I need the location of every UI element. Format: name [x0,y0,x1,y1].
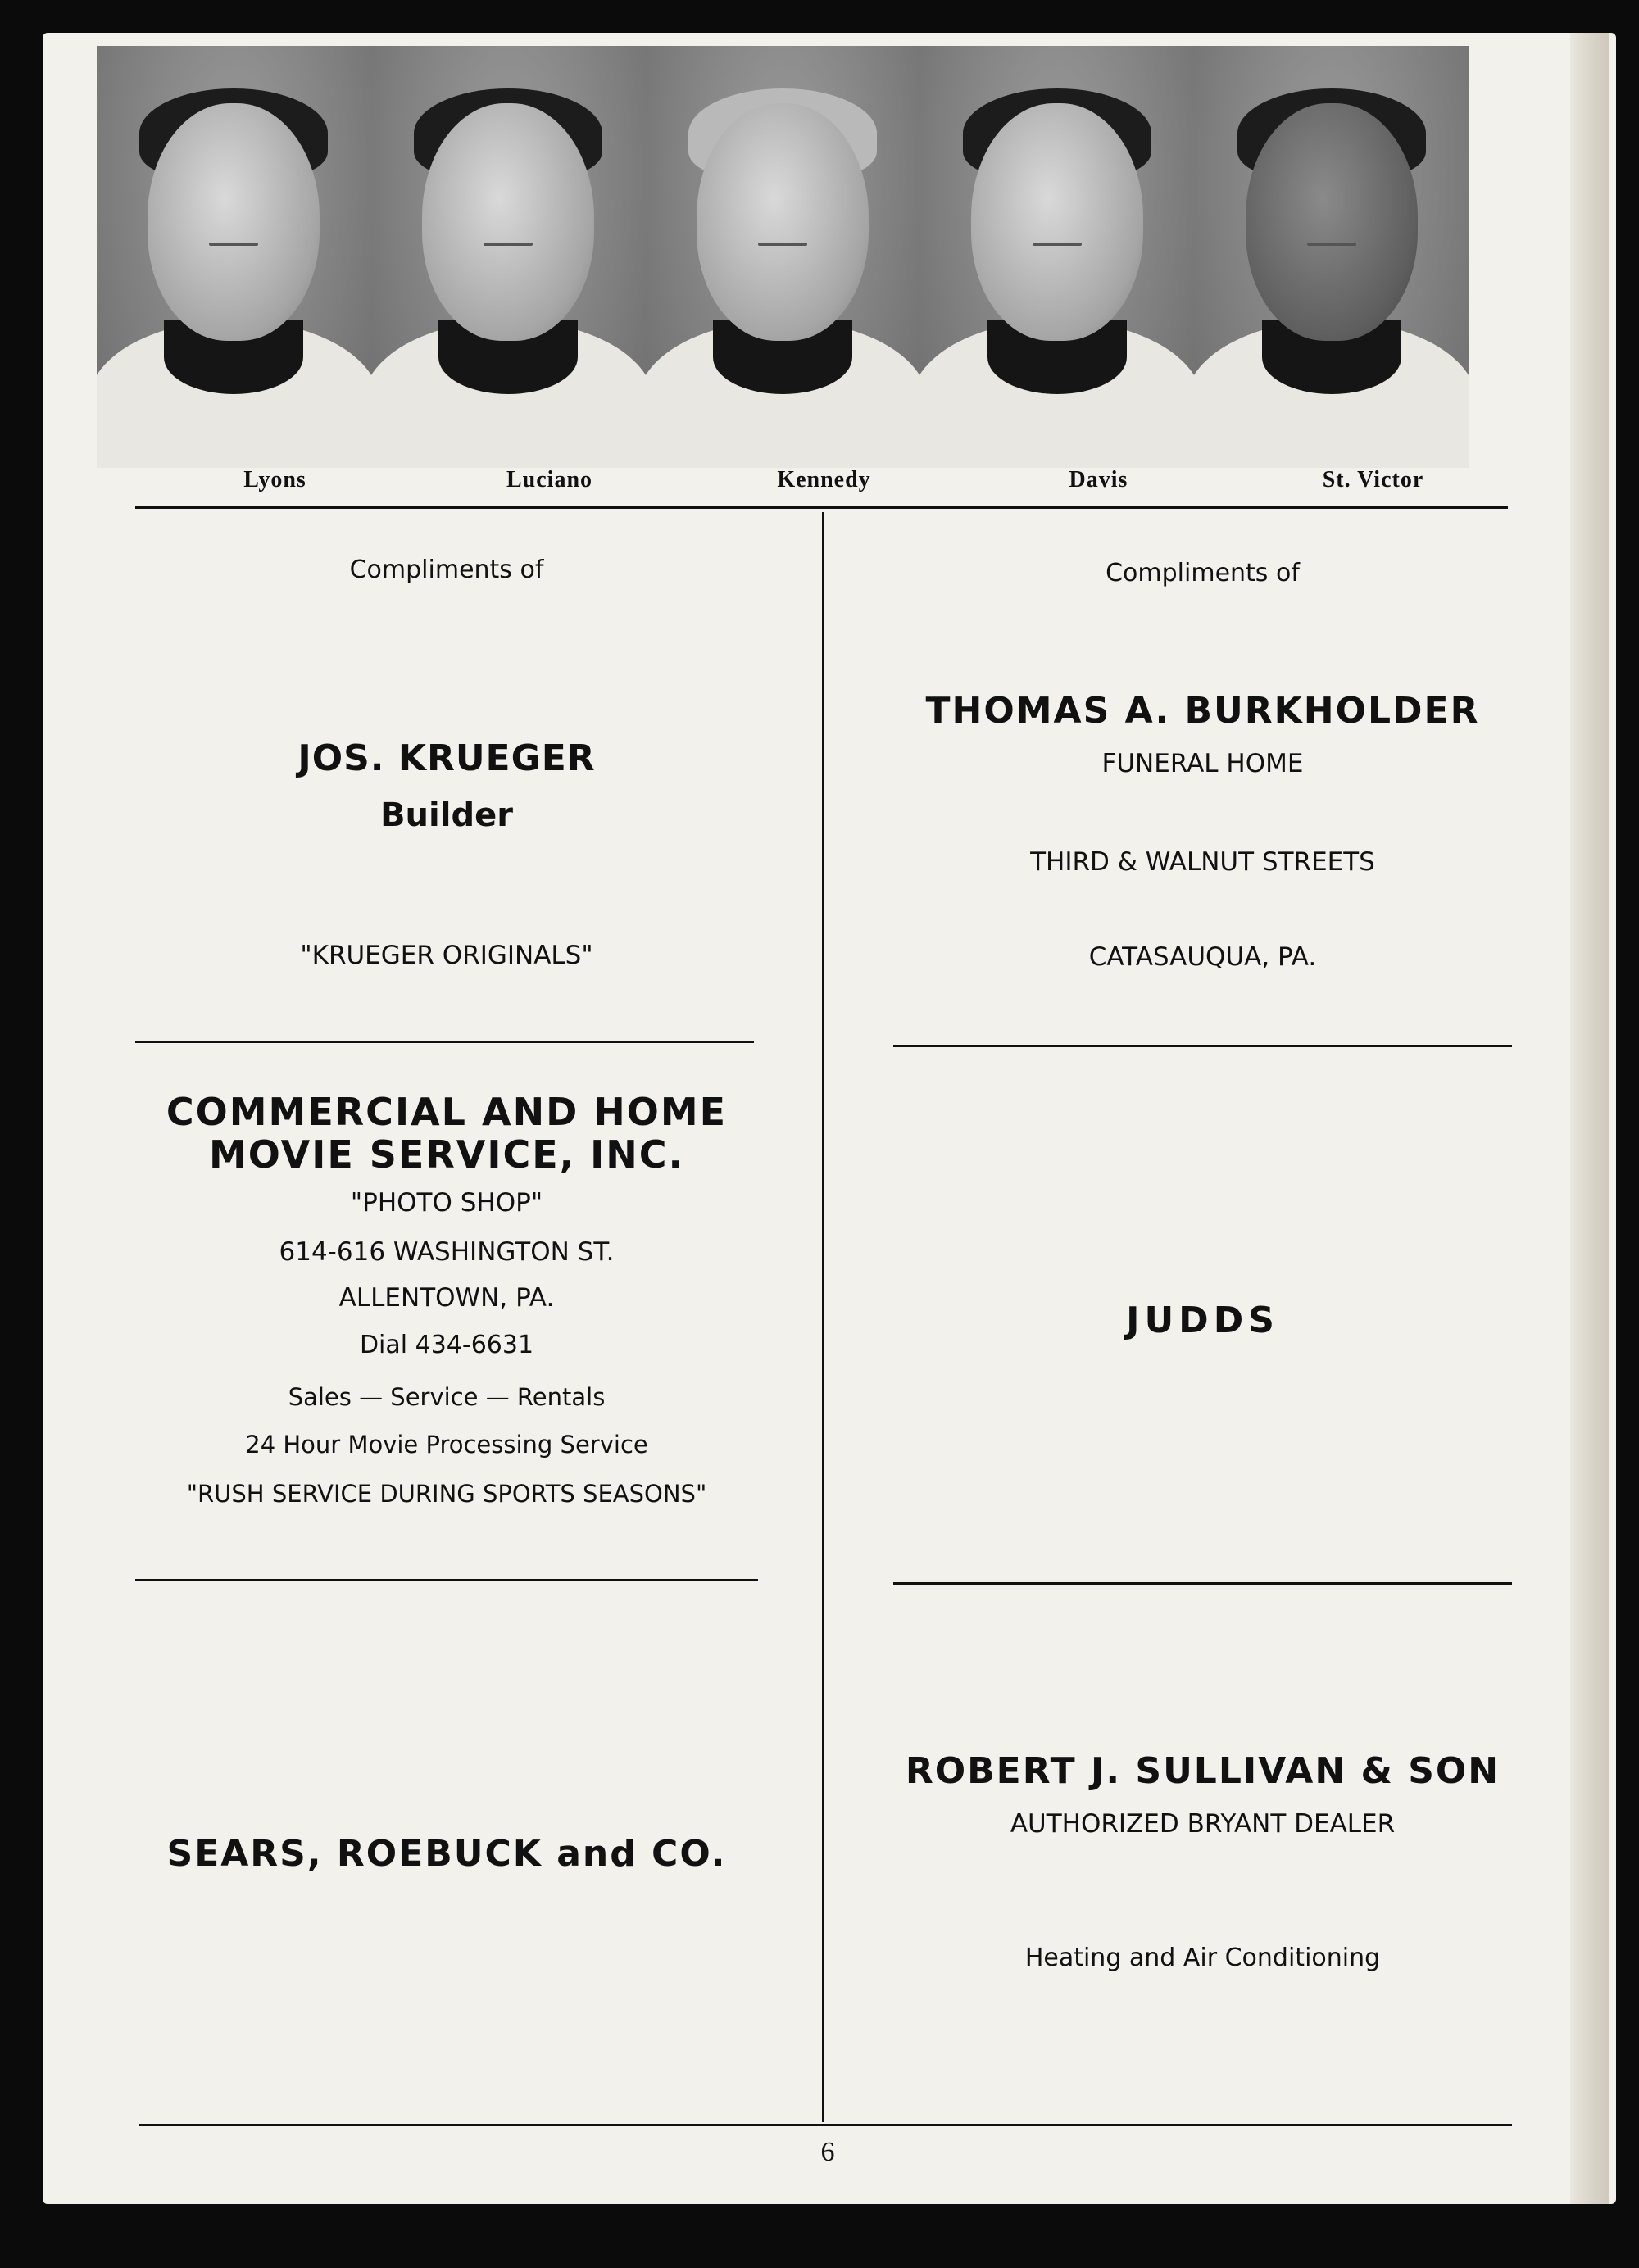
left-divider-1 [135,1041,754,1043]
ad-commercial-address: 614-616 WASHINGTON ST. [279,1237,615,1267]
ad-commercial-processing: 24 Hour Movie Processing Service [245,1431,648,1458]
ad-commercial-rush: "RUSH SERVICE DURING SPORTS SEASONS" [186,1480,707,1508]
player-caption-luciano: Luciano [506,467,593,492]
player-caption-kennedy: Kennedy [777,467,871,492]
top-rule [135,506,1508,509]
ad-sullivan-subtitle: AUTHORIZED BRYANT DEALER [1010,1809,1396,1839]
player-caption-lyons: Lyons [243,467,306,492]
ad-commercial-city: ALLENTOWN, PA. [338,1283,555,1313]
ad-krueger-intro: Compliments of [349,556,544,584]
ad-krueger-role: Builder [380,796,513,834]
ad-burkholder-intro: Compliments of [1106,559,1300,587]
right-divider-2 [893,1582,1512,1585]
right-divider-1 [893,1045,1512,1047]
player-photo-luciano [371,46,646,468]
player-photo-st-victor [1194,46,1469,468]
player-caption-st-victor: St. Victor [1322,467,1424,492]
ad-commercial-name-line2: MOVIE SERVICE, INC. [208,1132,684,1177]
player-photo-davis [919,46,1194,468]
ad-judds-name: JUDDS [1126,1300,1279,1341]
page-number: 6 [820,2137,835,2167]
ad-krueger-slogan: "KRUEGER ORIGINALS" [300,941,593,970]
ad-sears-name: SEARS, ROEBUCK and CO. [166,1833,727,1875]
ad-commercial-name-line1: COMMERCIAL AND HOME [166,1090,728,1134]
ad-burkholder-name: THOMAS A. BURKHOLDER [925,690,1480,732]
center-column-rule [822,512,824,2122]
ad-burkholder-subtitle: FUNERAL HOME [1101,749,1304,778]
ad-commercial-shop: "PHOTO SHOP" [350,1188,543,1218]
ad-sullivan-name: ROBERT J. SULLIVAN & SON [905,1750,1501,1792]
ad-commercial-services: Sales — Service — Rentals [288,1383,606,1411]
page-spine [1570,33,1609,2204]
ad-sullivan-service: Heating and Air Conditioning [1024,1944,1381,1972]
player-photo-lyons [97,46,371,468]
player-caption-davis: Davis [1069,467,1128,492]
bottom-rule [139,2124,1512,2126]
player-photo-kennedy [646,46,920,468]
player-photo-strip [97,46,1469,468]
ad-burkholder-address: THIRD & WALNUT STREETS [1030,847,1375,877]
ad-commercial-phone: Dial 434-6631 [359,1331,534,1359]
ad-krueger-name: JOS. KRUEGER [297,737,596,779]
ad-burkholder-city: CATASAUQUA, PA. [1088,942,1317,972]
left-divider-2 [135,1579,758,1581]
